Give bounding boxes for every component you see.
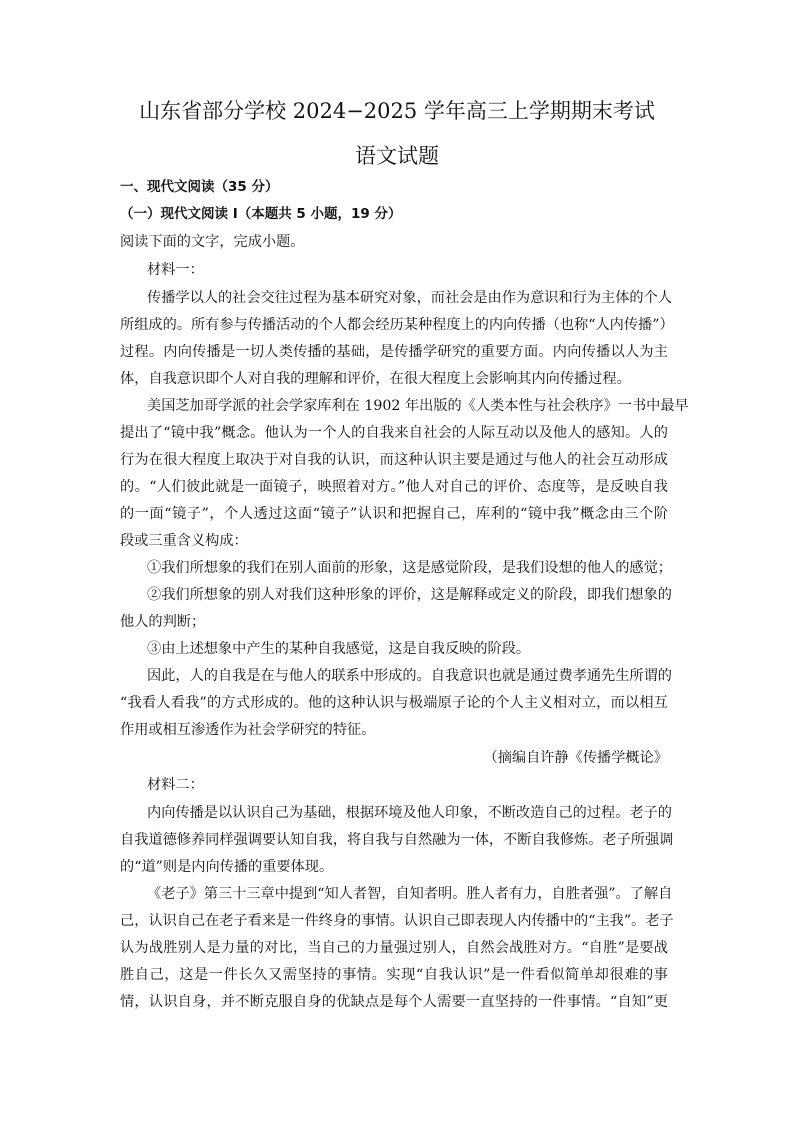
material-label: 材料一： <box>147 262 204 278</box>
paragraph-line: “我看人看我”的方式形成的。他的这种认识与极端原子论的个人主义相对立，而以相互 <box>120 695 668 711</box>
paragraph-line: 己，认识自己在老子看来是一件终身的事情。认识自己即表现人内传播中的“主我”。老子 <box>120 913 674 929</box>
paragraph-line: 因此，人的自我是在与他人的联系中形成的。自我意识也就是通过费孝通先生所谓的 <box>147 668 672 684</box>
list-item: ①我们所想象的我们在别人面前的形象，这是感觉阶段，是我们设想的他人的感觉； <box>147 560 672 576</box>
paragraph-line: 段或三重含义构成： <box>120 533 248 549</box>
paragraph-line: 的。“人们彼此就是一面镜子，映照着对方。”他人对自己的评价、态度等，是反映自我 <box>120 479 668 495</box>
paragraph-line: 美国芝加哥学派的社会学家库利在 1902 年出版的《人类本性与社会秩序》一书中最早 <box>147 398 689 414</box>
paragraph-line: 的一面“镜子”，个人透过这面“镜子”认识和把握自己，库利的“镜中我”概念由三个阶 <box>120 506 668 522</box>
paragraph-line: 《老子》第三十三章中提到“知人者智，自知者明。胜人者有力，自胜者强”。了解自 <box>147 886 673 902</box>
paragraph-line: 认为战胜别人是力量的对比，当自己的力量强过别人，自然会战胜对方。“自胜”是要战 <box>120 940 668 956</box>
paragraph-line: 传播学以人的社会交往过程为基本研究对象，而社会是由作为意识和行为主体的个人 <box>147 290 672 306</box>
paragraph-line: 作用或相互渗透作为社会学研究的特征。 <box>120 722 376 738</box>
list-item: ②我们所想象的别人对我们这种形象的评价，这是解释或定义的阶段，即我们想象的 <box>147 587 672 603</box>
paragraph-line: 提出了“镜中我”概念。他认为一个人的自我来自社会的人际互动以及他人的感知。人的 <box>120 425 668 441</box>
paragraph-line: 的“道”则是内向传播的重要体现。 <box>120 859 334 875</box>
material-label: 材料二： <box>147 777 204 793</box>
paragraph-line: 情，认识自身，并不断克服自身的优缺点是每个人需要一直坚持的一件事情。“自知”更 <box>120 994 668 1010</box>
paragraph-line: 自我道德修养同样强调要认知自我，将自我与自然融为一体，不断自我修炼。老子所强调 <box>120 832 674 848</box>
instruction-text: 阅读下面的文字，完成小题。 <box>120 234 305 250</box>
page-title: 山东省部分学校 2024−2025 学年高三上学期期末考试 <box>139 99 655 123</box>
paragraph-line: 内向传播是以认识自己为基础，根据环境及他人印象，不断改造自己的过程。老子的 <box>147 805 672 821</box>
subsection-heading: （一）现代文阅读 I（本题共 5 小题，19 分） <box>120 206 402 222</box>
source-citation: （摘编自许静《传播学概论》 <box>483 750 668 766</box>
section-heading: 一、现代文阅读（35 分） <box>120 179 279 195</box>
paragraph-line: 过程。内向传播是一切人类传播的基础，是传播学研究的重要方面。内向传播以人为主 <box>120 344 668 360</box>
paragraph-line: 体，自我意识即个人对自我的理解和评价，在很大程度上会影响其内向传播过程。 <box>120 371 631 387</box>
paragraph-line: 胜自己，这是一件长久又需坚持的事情。实现“自我认识”是一件看似简单却很难的事 <box>120 967 668 983</box>
page-subtitle: 语文试题 <box>355 144 439 168</box>
paragraph-line: 行为在很大程度上取决于对自我的认识，而这种认识主要是通过与他人的社会互动形成 <box>120 452 668 468</box>
paragraph-line: 所组成的。所有参与传播活动的个人都会经历某种程度上的内向传播（也称“人内传播”） <box>120 317 674 333</box>
list-item-continuation: 他人的判断； <box>120 614 206 630</box>
list-item: ③由上述想象中产生的某种自我感觉，这是自我反映的阶段。 <box>147 641 531 657</box>
